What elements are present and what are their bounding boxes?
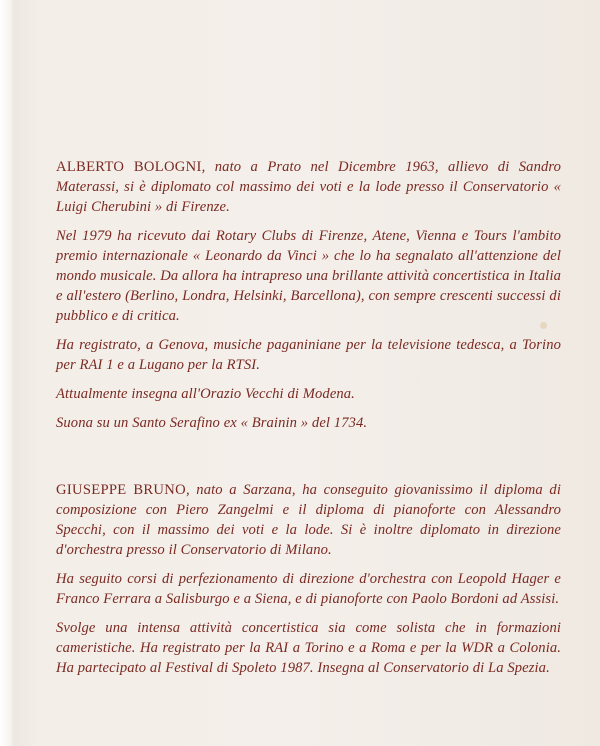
- bio-alberto-bologni: [56, 157, 561, 433]
- bio2-intro-text: , nato a Sarzana, ha conseguito giovanissimo il diploma di composizione con Piero Zangelmi e il diploma di pianoforte con Alessandro Specchi, con il massimo dei voti e la lode. Si è inoltre diplomato in direzione d'orchestra presso il Conservatorio di Milano.: [56, 482, 561, 558]
- bio-giuseppe-bruno: [56, 480, 561, 678]
- bio2-paragraph-2: Ha seguito corsi di perfezionamento di direzione d'orchestra con Leopold Hager e Franco Ferrara a Salisburgo e a Siena, e di pianoforte con Paolo Bordoni ad Assisi.: [56, 571, 561, 607]
- bio1-paragraph-3: Ha registrato, a Genova, musiche paganiniane per la televisione tedesca, a Torino per RAI 1 e a Lugano per la RTSI.: [56, 337, 561, 373]
- paper-edge: [0, 0, 14, 746]
- bio2-name: GIUSEPPE BRUNO: [56, 482, 186, 498]
- bio1-paragraph-5: Suona su un Santo Serafino ex « Brainin » del 1734.: [56, 415, 368, 431]
- bio1-intro-paragraph: [56, 157, 561, 217]
- bio2-intro-paragraph: [56, 480, 561, 560]
- bio2-paragraph-3: Svolge una intensa attività concertistica sia come solista che in formazioni cameristiche. Ha registrato per la RAI a Torino e a Roma e per la WDR a Colonia. Ha partecipato al Festival di Spoleto 1987. Insegna al Conservatorio di La Spezia.: [56, 620, 561, 676]
- bio1-paragraph-4: Attualmente insegna all'Orazio Vecchi di Modena.: [56, 386, 355, 402]
- bio1-paragraph-2: Nel 1979 ha ricevuto dai Rotary Clubs di Firenze, Atene, Vienna e Tours l'ambito premio internazionale « Leonardo da Vinci » che lo ha segnalato all'attenzione del mondo musicale. Da allora ha intrapreso una brillante attività concertistica in Italia e all'estero (Berlino, Londra, Helsinki, Barcellona), con sempre crescenti successi di pubblico e di critica.: [56, 228, 561, 324]
- bio1-intro-text: , nato a Prato nel Dicembre 1963, allievo di Sandro Materassi, si è diplomato col massimo dei voti e la lode presso il Conservatorio « Luigi Cherubini » di Firenze.: [56, 159, 561, 215]
- bio1-name: ALBERTO BOLOGNI: [56, 159, 202, 175]
